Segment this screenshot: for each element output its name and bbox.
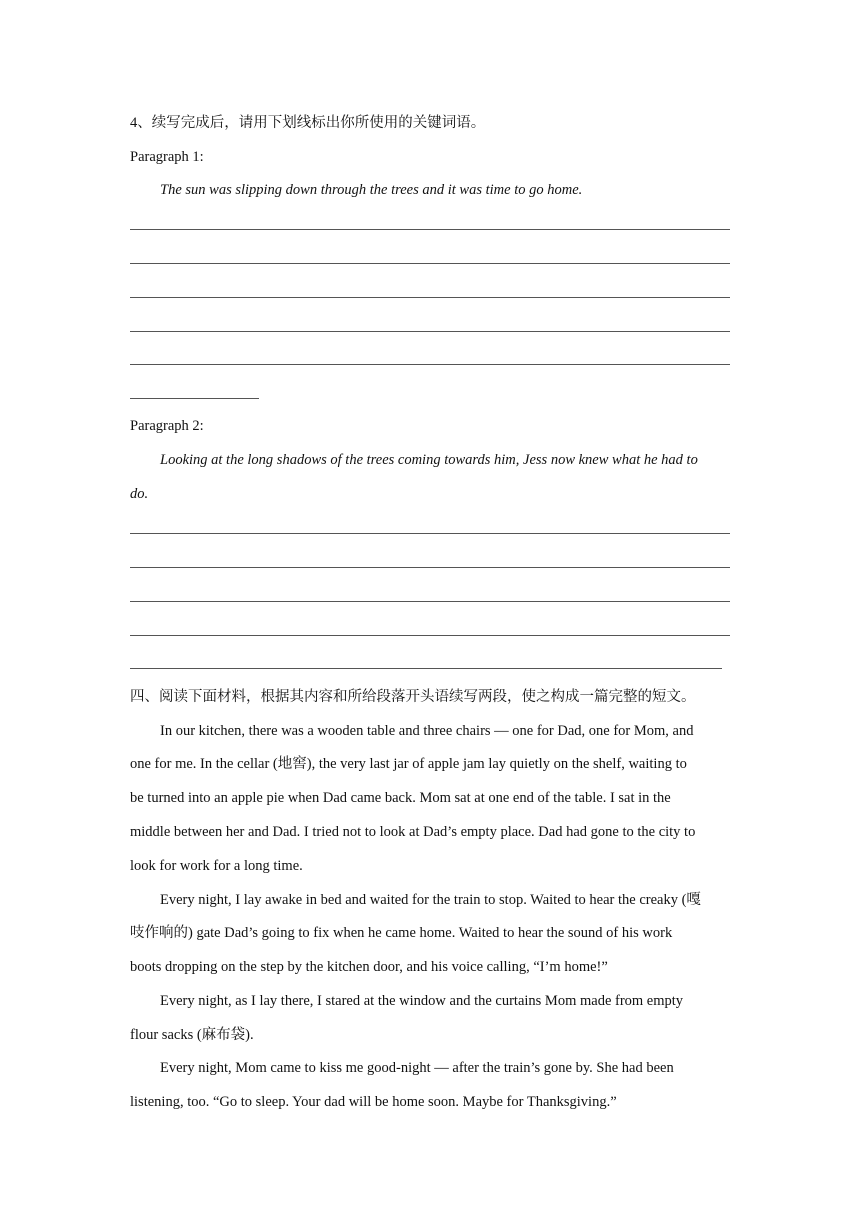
writing-line <box>130 635 730 636</box>
writing-line <box>130 601 730 602</box>
writing-line <box>130 567 730 568</box>
paragraph-1-label: Paragraph 1: <box>130 149 204 165</box>
passage-line: listening, too. “Go to sleep. Your dad will be home soon. Maybe for Thanksgiving.” <box>130 1094 617 1110</box>
passage-line: 吱作响的) gate Dad’s going to fix when he came home. Waited to hear the sound of his work <box>130 925 673 941</box>
writing-line <box>130 229 730 230</box>
passage-line: middle between her and Dad. I tried not to look at Dad’s empty place. Dad had gone to the city to <box>130 824 696 840</box>
writing-line <box>130 398 259 399</box>
passage-line: Every night, Mom came to kiss me good-night — after the train’s gone by. She had been <box>160 1060 674 1076</box>
paragraph-2-opening-cont: do. <box>130 486 149 502</box>
passage-line: be turned into an apple pie when Dad came back. Mom sat at one end of the table. I sat in the <box>130 790 671 806</box>
writing-line <box>130 364 730 365</box>
passage-line: In our kitchen, there was a wooden table and three chairs — one for Dad, one for Mom, and <box>160 723 694 739</box>
passage-line: look for work for a long time. <box>130 858 303 874</box>
paragraph-1-opening: The sun was slipping down through the trees and it was time to go home. <box>160 182 583 198</box>
passage-line: boots dropping on the step by the kitchen door, and his voice calling, “I’m home!” <box>130 959 608 975</box>
passage-line: Every night, I lay awake in bed and waited for the train to stop. Waited to hear the creaky (嘎 <box>160 892 701 908</box>
passage-line: flour sacks (麻布袋). <box>130 1027 254 1043</box>
writing-line <box>130 297 730 298</box>
paragraph-2-opening: Looking at the long shadows of the trees coming towards him, Jess now knew what he had to <box>160 452 698 468</box>
passage-line: Every night, as I lay there, I stared at the window and the curtains Mom made from empty <box>160 993 684 1009</box>
writing-line <box>130 668 722 669</box>
writing-line <box>130 331 730 332</box>
paragraph-2-label: Paragraph 2: <box>130 418 204 434</box>
writing-line <box>130 263 730 264</box>
section-iv-heading: 四、阅读下面材料，根据其内容和所给段落开头语续写两段，使之构成一篇完整的短文。 <box>130 689 696 705</box>
passage-line: one for me. In the cellar (地窖), the very last jar of apple jam lay quietly on the shelf, waiting to <box>130 756 687 772</box>
writing-line <box>130 533 730 534</box>
instruction-4: 4、续写完成后，请用下划线标出你所使用的关键词语。 <box>130 115 486 131</box>
